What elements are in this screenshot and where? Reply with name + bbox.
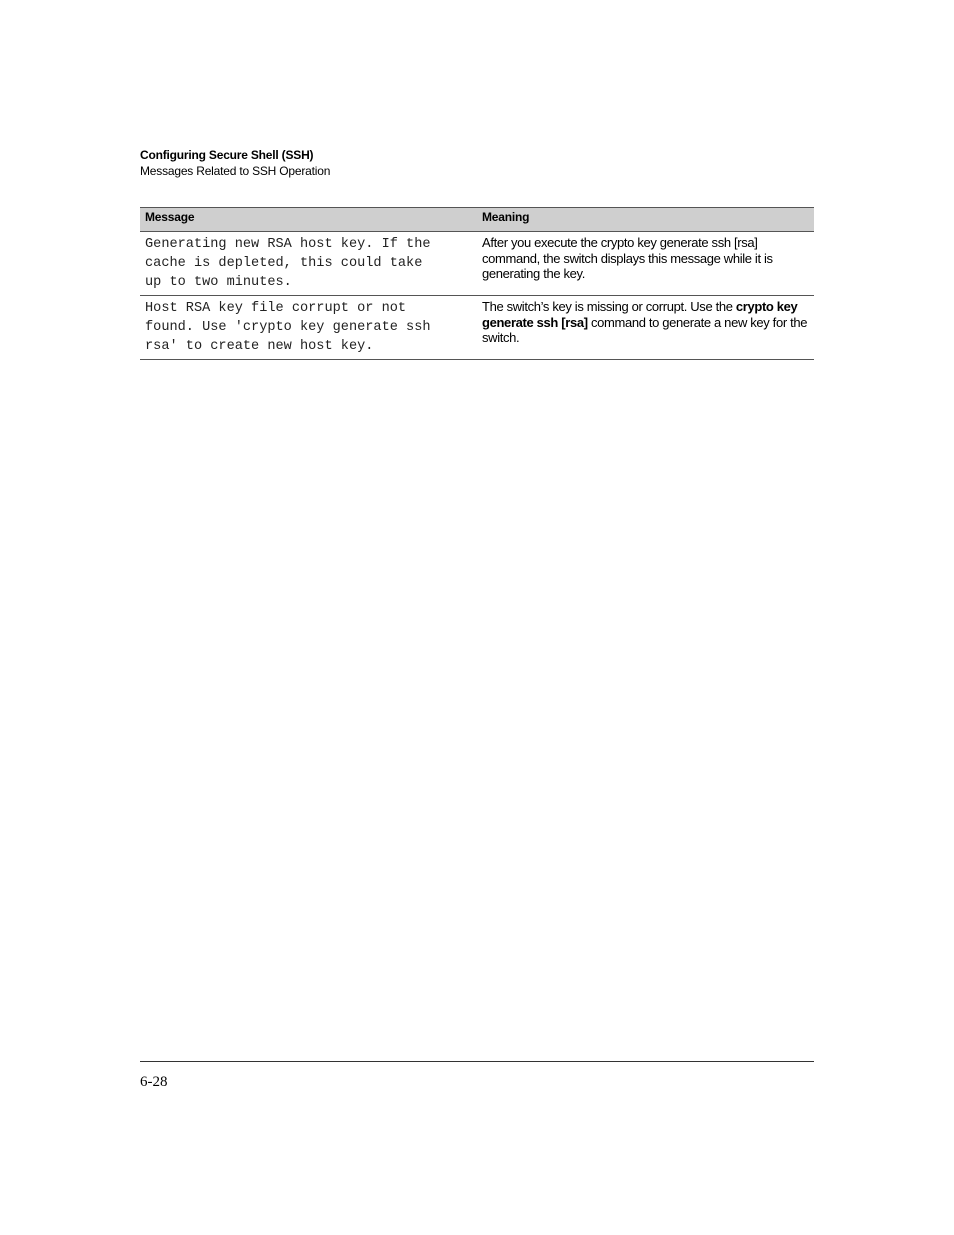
column-header-meaning: Meaning	[477, 208, 814, 232]
meaning-cell	[477, 232, 814, 296]
message-cell	[140, 296, 477, 360]
message-text: Generating new RSA host key. If the cache is depleted, this could take up to two minutes.	[145, 237, 431, 290]
meaning-text	[482, 299, 809, 346]
ssh-messages-table	[140, 207, 814, 360]
meaning-text-after: command to generate a new key for the switch.	[482, 314, 808, 345]
message-text: Host RSA key file corrupt or not found. Use 'crypto key generate ssh rsa' to create new host key.	[145, 301, 431, 354]
page-number: 6-28	[140, 1074, 168, 1090]
meaning-text-before: The switch’s key is missing or corrupt. Use the	[482, 299, 736, 314]
chapter-title: Configuring Secure Shell (SSH)	[140, 148, 314, 162]
meaning-text: After you execute the crypto key generate ssh [rsa] command, the switch displays this message while it is generating the key.	[482, 235, 773, 281]
running-head	[140, 147, 814, 179]
column-header-message: Message	[140, 208, 477, 232]
meaning-command: crypto key generate ssh [rsa]	[482, 299, 798, 330]
section-title: Messages Related to SSH Operation	[140, 164, 331, 178]
meaning-cell	[477, 296, 814, 360]
table-header-row	[140, 208, 814, 232]
table-row	[140, 232, 814, 296]
footer-rule	[140, 1061, 814, 1062]
table-row	[140, 296, 814, 360]
message-cell	[140, 232, 477, 296]
